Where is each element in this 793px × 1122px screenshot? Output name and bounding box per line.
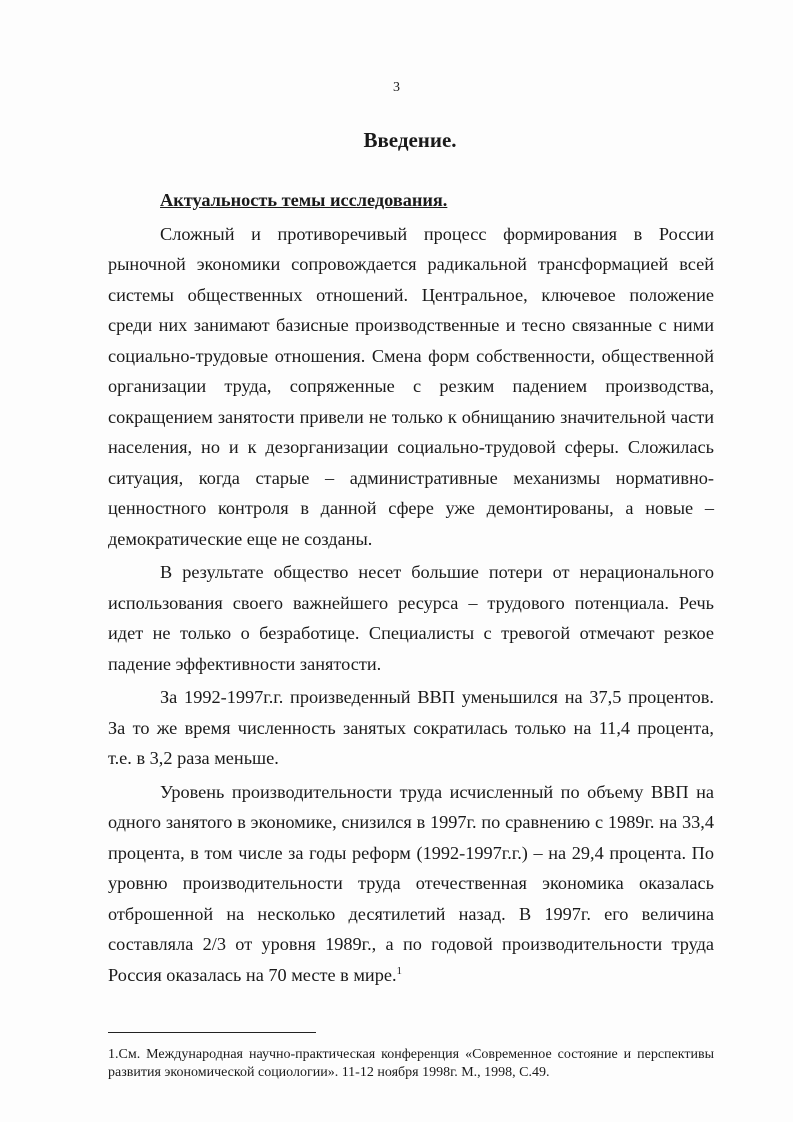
paragraph-1-text: Сложный и противоречивый процесс формирования в России рыночной экономики сопровождается радикальной трансформацией всей системы общественных отношений. Центральное, ключевое положение среди них занимают базисные производственные и тесно связанные с ними социально-трудовые отношения. Смена форм собственности, общественной организации труда, сопряженные с резким падением производства, сокращением занятости привели не только к обнищанию значительной части населения, но и к дезорганизации социально-трудовой сферы. Сложилась ситуация, когда старые – административные механизмы нормативно-ценностного контроля в данной сфере уже демонтированы, а новые – демократические еще не созданы. (108, 223, 714, 549)
paragraph-2 (108, 557, 714, 679)
footnote-reference: 1 (396, 964, 403, 977)
paragraph-4 (108, 777, 714, 991)
paragraph-3 (108, 682, 714, 774)
footnote: 1.См. Международная научно-практическая конференция «Современное состояние и перспективы развития экономической социологии». 11-12 ноября 1998г. М., 1998, С.49. (108, 1047, 714, 1080)
section-heading: Актуальность темы исследования. (160, 190, 448, 210)
paragraph-4-text: Уровень производительности труда исчисленный по объему ВВП на одного занятого в экономике, снизился в 1997г. по сравнению с 1989г. на 33,4 процента, в том числе за годы реформ (1992-1997г.г.) – на 29,4 процента. По уровню производительности труда отечественная экономика оказалась отброшенной на несколько десятилетий назад. В 1997г. его величина составляла 2/3 от уровня 1989г., а по годовой производительности труда Россия оказалась на 70 месте в мире. (108, 781, 714, 985)
paragraph-3-text: За 1992-1997г.г. произведенный ВВП уменьшился на 37,5 процентов. За то же время численность занятых сократилась только на 11,4 процента, т.е. в 3,2 раза меньше. (108, 687, 714, 768)
page-title: Введение. (363, 128, 457, 152)
footnote-separator (108, 1032, 316, 1033)
paragraph-2-text: В результате общество несет большие потери от нерационального использования своего важнейшего ресурса – трудового потенциала. Речь идет не только о безработице. Специалисты с тревогой отмечают резкое падение эффективности занятости. (108, 562, 714, 674)
page-number: 3 (393, 80, 400, 95)
body-text (108, 185, 714, 993)
paragraph-1 (108, 219, 714, 555)
